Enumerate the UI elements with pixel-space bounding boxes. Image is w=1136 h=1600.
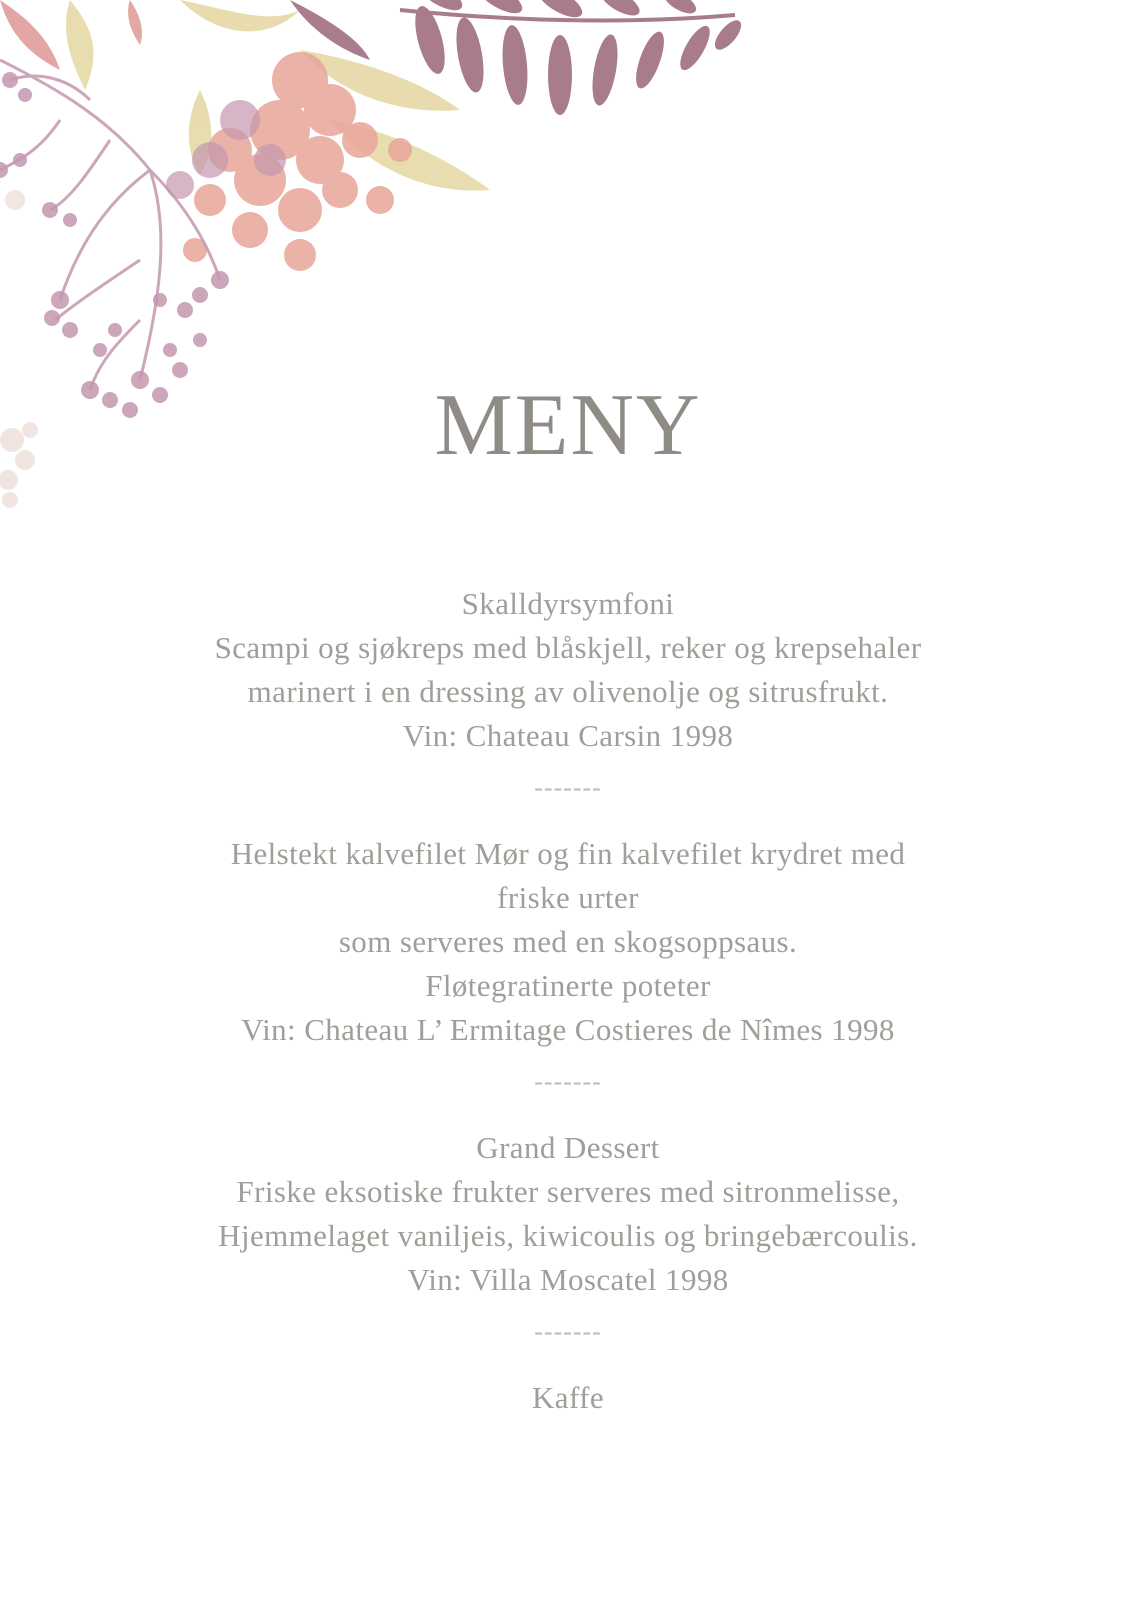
course-name: Kaffe — [532, 1380, 604, 1415]
course-description: marinert i en dressing av olivenolje og sitrusfrukt. — [247, 674, 889, 709]
course-name: Grand Dessert — [476, 1130, 660, 1165]
course-side: Fløtegratinerte poteter — [425, 968, 711, 1003]
mauve-sprigs — [0, 60, 220, 390]
menu-body — [0, 582, 1136, 1420]
course-description: friske urter — [497, 880, 639, 915]
course-description: Hjemmelaget vaniljeis, kiwicoulis og bringebærcoulis. — [218, 1218, 918, 1253]
course-dessert — [0, 1126, 1136, 1302]
wine-pairing: Vin: Chateau L’ Ermitage Costieres de Nîmes 1998 — [241, 1012, 895, 1047]
wine-pairing: Vin: Chateau Carsin 1998 — [402, 718, 734, 753]
course-separator: ------- — [534, 773, 602, 802]
course-separator: ------- — [534, 1317, 602, 1346]
course-description: Friske eksotiske frukter serveres med sitronmelisse, — [236, 1174, 900, 1209]
course-main — [0, 832, 1136, 1052]
menu-title: MENY — [434, 377, 702, 474]
plum-fern — [290, 0, 746, 115]
wine-pairing: Vin: Villa Moscatel 1998 — [407, 1262, 729, 1297]
course-name: Helstekt kalvefilet Mør og fin kalvefilet krydret med — [230, 836, 906, 871]
course-coffee — [0, 1376, 1136, 1420]
course-starter — [0, 582, 1136, 758]
course-description: Scampi og sjøkreps med blåskjell, reker og krepsehaler — [214, 630, 922, 665]
course-separator: ------- — [534, 1067, 602, 1096]
course-description: som serveres med en skogsoppsaus. — [338, 924, 798, 959]
course-name: Skalldyrsymfoni — [461, 586, 675, 621]
